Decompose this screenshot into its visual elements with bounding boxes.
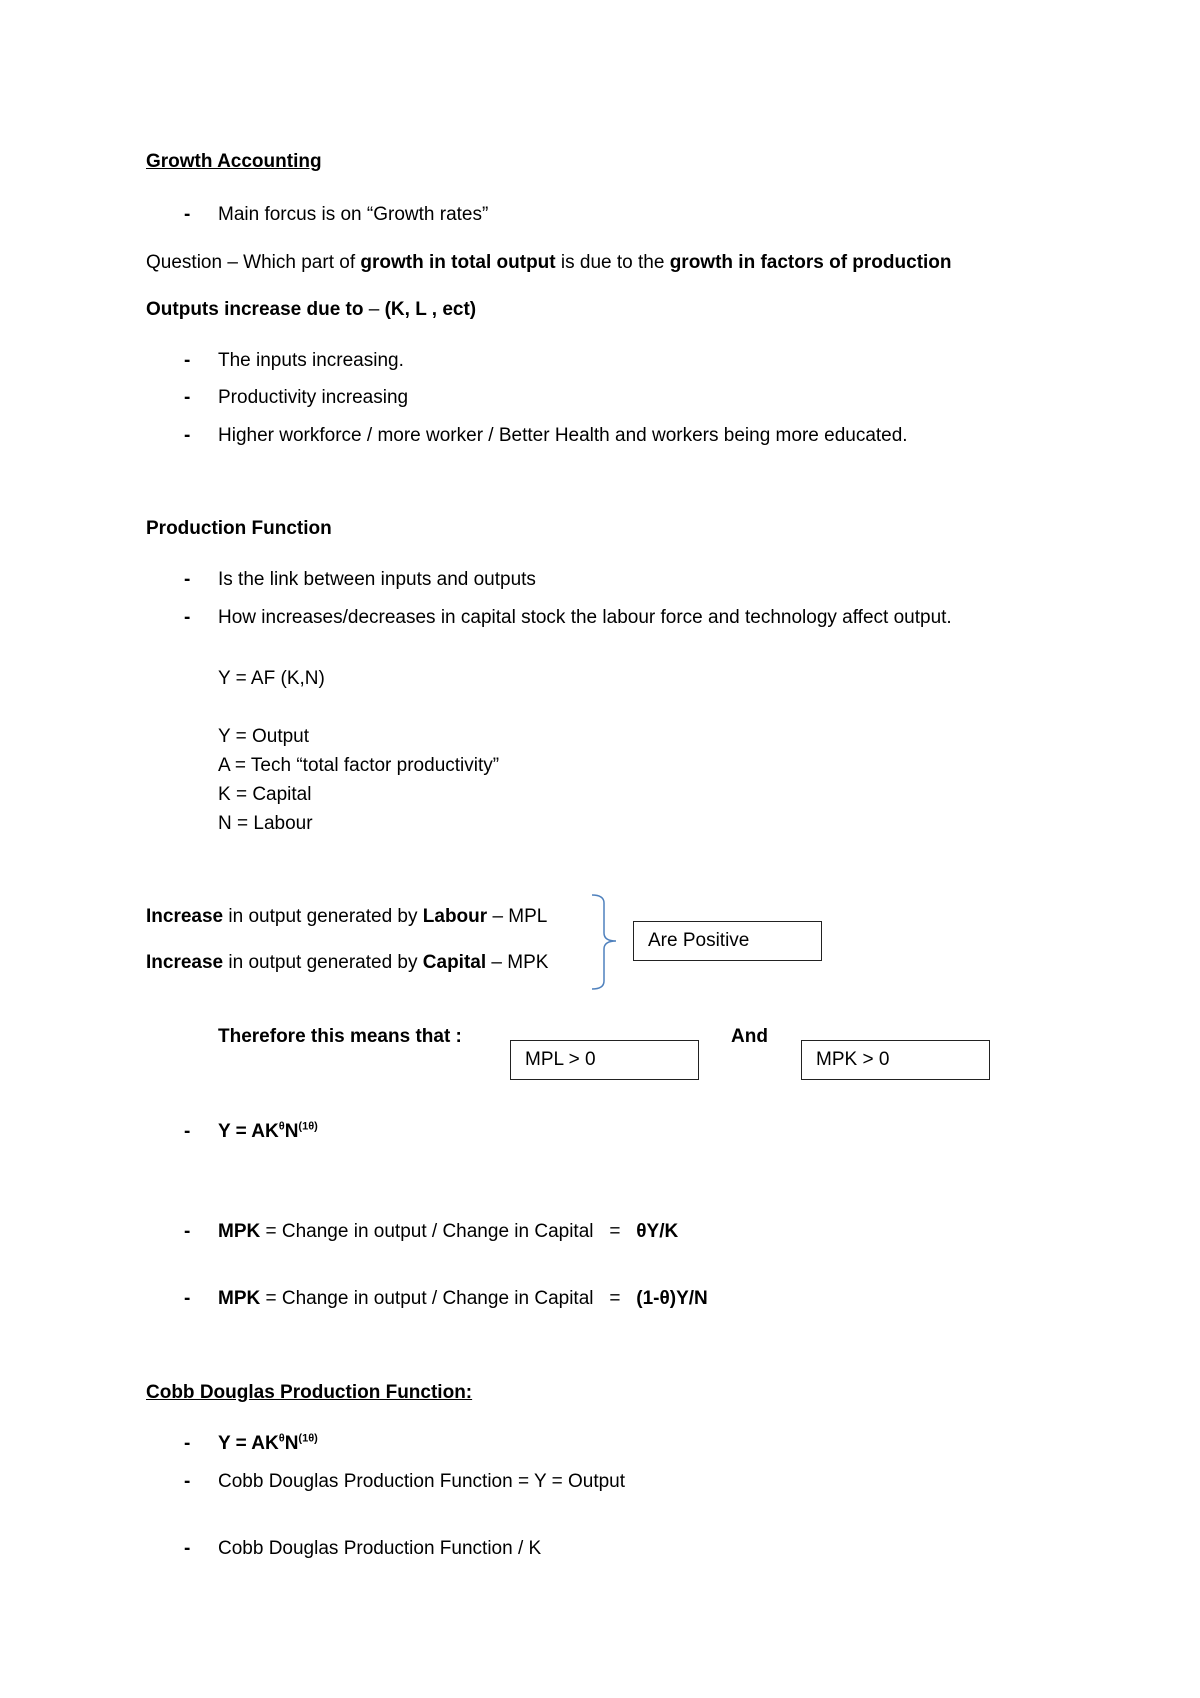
question-line: Question – Which part of growth in total output is due to the growth in factors of production xyxy=(146,252,952,273)
mpk-box: MPK > 0 xyxy=(801,1040,990,1080)
therefore-text: Therefore this means that : xyxy=(218,1026,462,1047)
bullet-link: Is the link between inputs and outputs xyxy=(218,569,536,590)
bullet-dash: - xyxy=(184,1288,191,1309)
bullet-dash: - xyxy=(184,1221,191,1242)
bullet-increases: How increases/decreases in capital stock the labour force and technology affect output. xyxy=(218,607,952,628)
def-k: K = Capital xyxy=(218,784,312,805)
bullet-dash: - xyxy=(184,1471,191,1492)
bullet-cobb-k: Cobb Douglas Production Function / K xyxy=(218,1538,542,1559)
outputs-heading: Outputs increase due to – (K, L , ect) xyxy=(146,299,477,320)
bullet-dash: - xyxy=(184,387,191,408)
brace-icon xyxy=(590,893,630,993)
heading-production-function: Production Function xyxy=(146,518,332,539)
bullet-dash: - xyxy=(184,569,191,590)
bullet-workforce: Higher workforce / more worker / Better Health and workers being more educated. xyxy=(218,425,908,446)
bullet-productivity: Productivity increasing xyxy=(218,387,409,408)
bullet-dash: - xyxy=(184,425,191,446)
heading-cobb-douglas: Cobb Douglas Production Function: xyxy=(146,1382,473,1403)
bullet-main-focus: Main forcus is on “Growth rates” xyxy=(218,204,489,225)
bullet-dash: - xyxy=(184,607,191,628)
def-y: Y = Output xyxy=(218,726,310,747)
mpl-line: Increase in output generated by Labour – MPL xyxy=(146,906,548,927)
equation-cobb-douglas: $Y = AK^\theta N^{(1\theta)}$ xyxy=(218,1120,318,1142)
def-a: A = Tech “total factor productivity” xyxy=(218,755,500,776)
mpl-box: MPL > 0 xyxy=(510,1040,699,1080)
bullet-inputs: The inputs increasing. xyxy=(218,350,404,371)
equation-cobb-douglas-2: $Y = AK^\theta N^{(1\theta)}$ xyxy=(218,1432,318,1454)
heading-growth-accounting: Growth Accounting xyxy=(146,151,322,172)
mpk-equation-2: MPK = Change in output / Change in Capital = (1-θ)Y/N xyxy=(218,1288,708,1309)
bullet-dash: - xyxy=(184,350,191,371)
are-positive-box: Are Positive xyxy=(633,921,822,961)
def-n: N = Labour xyxy=(218,813,313,834)
mpk-line: Increase in output generated by Capital – MPK xyxy=(146,952,549,973)
bullet-dash: - xyxy=(184,1433,191,1454)
bullet-cobb-output: Cobb Douglas Production Function = Y = Output xyxy=(218,1471,626,1492)
mpk-equation-1: MPK = Change in output / Change in Capital = θY/K xyxy=(218,1221,679,1242)
and-text: And xyxy=(731,1026,768,1047)
bullet-dash: - xyxy=(184,1538,191,1559)
bullet-dash: - xyxy=(184,1121,191,1142)
formula-production: Y = AF (K,N) xyxy=(218,668,325,689)
bullet-dash: - xyxy=(184,204,191,225)
